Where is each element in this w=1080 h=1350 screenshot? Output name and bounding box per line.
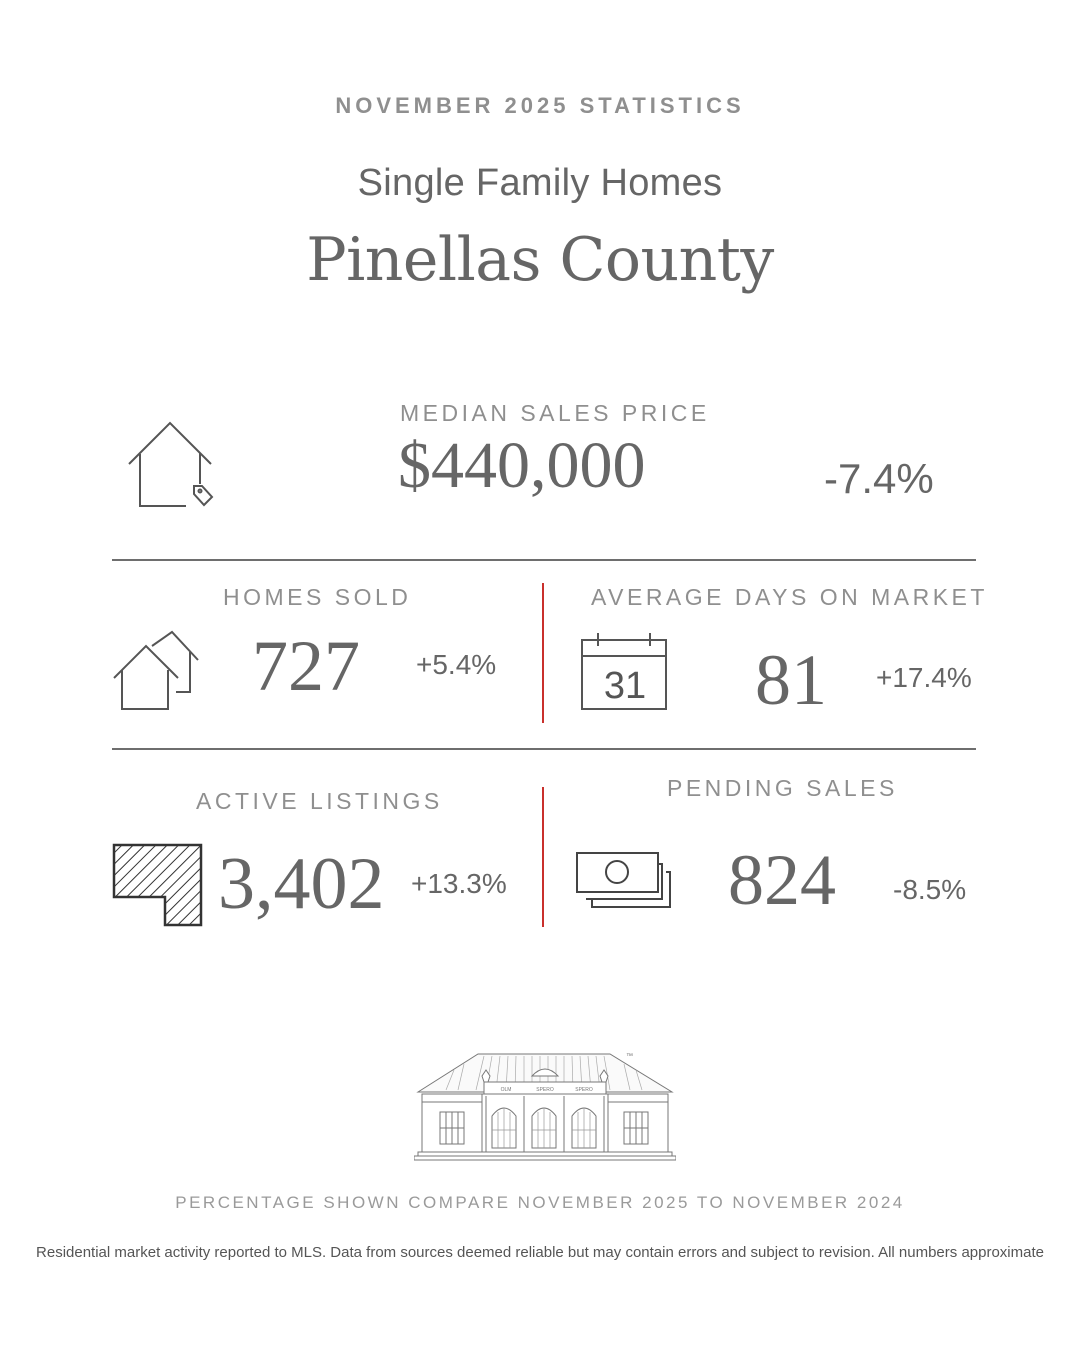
calendar-icon xyxy=(580,632,670,712)
divider-vertical-middle xyxy=(542,583,544,723)
building-logo xyxy=(414,1050,676,1162)
divider-vertical-bottom xyxy=(542,787,544,927)
average-days-on-market-change: +17.4% xyxy=(876,662,972,693)
active-listings-label: ACTIVE LISTINGS xyxy=(196,788,443,814)
divider-top xyxy=(112,559,976,561)
homes-sold-change: +5.4% xyxy=(416,649,497,680)
calendar-date-text: 31 xyxy=(603,665,647,707)
active-listings-change: +13.3% xyxy=(411,868,507,899)
property-type-subtitle: Single Family Homes xyxy=(357,162,723,204)
divider-bottom xyxy=(112,748,976,750)
logo-panel-text-2: SPERO xyxy=(536,1087,554,1093)
average-days-on-market-label: AVERAGE DAYS ON MARKET xyxy=(591,584,988,610)
median-sales-price-value: $440,000 xyxy=(398,429,646,502)
two-houses-icon xyxy=(112,630,202,712)
median-sales-price-label: MEDIAN SALES PRICE xyxy=(400,400,710,426)
pending-sales-label: PENDING SALES xyxy=(667,775,898,801)
page-title: Pinellas County xyxy=(306,225,774,295)
disclaimer: Residential market activity reported to MLS. Data from sources deemed reliable but may contain errors and subject to revision. All numbers approximate xyxy=(36,1244,1044,1261)
pending-sales-value: 824 xyxy=(728,840,836,920)
house-price-tag-icon xyxy=(126,420,216,512)
hatched-floorplan-icon xyxy=(112,843,204,927)
report-kicker: NOVEMBER 2025 STATISTICS xyxy=(335,93,745,118)
homes-sold-value: 727 xyxy=(252,626,360,706)
pending-sales-change: -8.5% xyxy=(893,874,967,905)
active-listings-value: 3,402 xyxy=(218,843,385,925)
logo-trademark: ™ xyxy=(626,1053,633,1060)
homes-sold-label: HOMES SOLD xyxy=(223,584,412,610)
logo-panel-text-3: SPERO xyxy=(575,1087,593,1093)
median-sales-price-change: -7.4% xyxy=(824,455,934,502)
comparison-note: PERCENTAGE SHOWN COMPARE NOVEMBER 2025 TO NOVEMBER 2024 xyxy=(175,1193,905,1212)
money-stack-icon xyxy=(576,852,674,910)
logo-panel-text-1: OLM xyxy=(500,1087,512,1093)
average-days-on-market-value: 81 xyxy=(755,640,827,720)
